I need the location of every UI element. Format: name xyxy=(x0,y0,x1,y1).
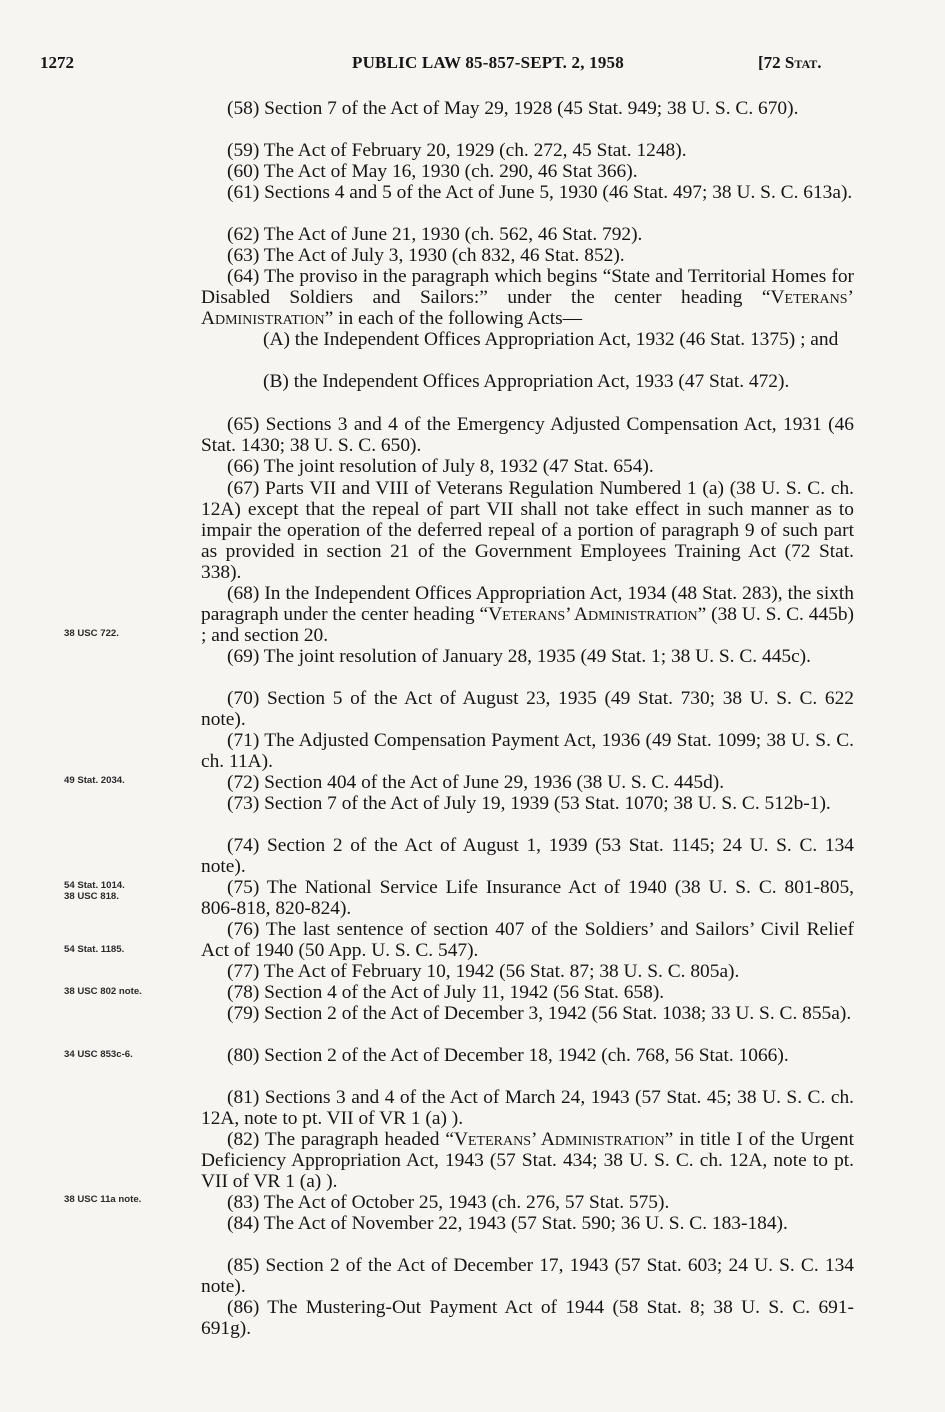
paragraph-64a: (A) the Independent Offices Appropriation Act, 1932 (46 Stat. 1375) ; and xyxy=(263,329,839,350)
paragraph-71: (71) The Adjusted Compensation Payment Act, 1936 (49 Stat. 1099; 38 U. S. C. ch. 11A). xyxy=(201,730,854,773)
paragraph-63: (63) The Act of July 3, 1930 (ch 832, 46 Stat. 852). xyxy=(227,245,625,266)
paragraph-64 xyxy=(201,266,854,329)
paragraph-68 xyxy=(201,583,854,646)
running-title: PUBLIC LAW 85-857-SEPT. 2, 1958 xyxy=(352,53,624,72)
paragraph-75: (75) The National Service Life Insurance Act of 1940 (38 U. S. C. 801-805, 806-818, 820-824). xyxy=(201,877,854,920)
paragraph-60: (60) The Act of May 16, 1930 (ch. 290, 46 Stat 366). xyxy=(227,161,638,182)
paragraph-64-text: (64) The proviso in the paragraph which begins “State and Territorial Homes for Disabled Soldiers and Sailors:” under the center heading “ xyxy=(201,266,854,309)
paragraph-82-text: (82) The paragraph headed “ xyxy=(227,1129,454,1150)
paragraph-65: (65) Sections 3 and 4 of the Emergency Adjusted Compensation Act, 1931 (46 Stat. 1430; 38 U. S. C. 650). xyxy=(201,414,854,457)
paragraph-80: (80) Section 2 of the Act of December 18, 1942 (ch. 768, 56 Stat. 1066). xyxy=(227,1045,789,1066)
margin-note: 38 USC 11a note. xyxy=(64,1194,142,1205)
paragraph-78: (78) Section 4 of the Act of July 11, 1942 (56 Stat. 658). xyxy=(227,982,665,1003)
paragraph-82-heading: Veterans’ Administration xyxy=(453,1129,665,1150)
paragraph-68-text-end: ” (38 U. S. C. 445b) ; and section 20. xyxy=(201,604,854,647)
paragraph-62: (62) The Act of June 21, 1930 (ch. 562, 46 Stat. 792). xyxy=(227,224,643,245)
paragraph-61: (61) Sections 4 and 5 of the Act of June 5, 1930 (46 Stat. 497; 38 U. S. C. 613a). xyxy=(227,182,853,203)
paragraph-68-heading: Veterans’ Administration xyxy=(488,604,698,626)
paragraph-64-text-end: ” in each of the following Acts— xyxy=(324,308,583,330)
margin-note: 38 USC 802 note. xyxy=(64,986,142,997)
paragraph-72: (72) Section 404 of the Act of June 29, 1936 (38 U. S. C. 445d). xyxy=(227,772,725,793)
statute-reference-abbrev: Stat. xyxy=(784,53,822,72)
paragraph-69: (69) The joint resolution of January 28, 1935 (49 Stat. 1; 38 U. S. C. 445c). xyxy=(227,646,811,667)
paragraph-81: (81) Sections 3 and 4 of the Act of March 24, 1943 (57 Stat. 45; 38 U. S. C. ch. 12A, note to pt. VII of VR 1 (a) ). xyxy=(201,1087,854,1130)
paragraph-64-heading: Veterans’ Administration xyxy=(201,287,854,330)
paragraph-77: (77) The Act of February 10, 1942 (56 Stat. 87; 38 U. S. C. 805a). xyxy=(227,961,740,982)
margin-note: 54 Stat. 1014. 38 USC 818. xyxy=(64,880,125,902)
paragraph-70: (70) Section 5 of the Act of August 23, 1935 (49 Stat. 730; 38 U. S. C. 622 note). xyxy=(201,688,854,731)
paragraph-85: (85) Section 2 of the Act of December 17, 1943 (57 Stat. 603; 24 U. S. C. 134 note). xyxy=(201,1255,854,1298)
paragraph-64b: (B) the Independent Offices Appropriation Act, 1933 (47 Stat. 472). xyxy=(263,371,790,392)
margin-note: 54 Stat. 1185. xyxy=(64,944,125,955)
paragraph-67: (67) Parts VII and VIII of Veterans Regulation Numbered 1 (a) (38 U. S. C. ch. 12A) except that the repeal of part VII shall not take effect in such manner as to impair the operation of the deferred repeal of a portion of paragraph 9 of such part as provided in section 21 of the Government Employees Training Act (72 Stat. 338). xyxy=(201,478,854,584)
paragraph-73: (73) Section 7 of the Act of July 19, 1939 (53 Stat. 1070; 38 U. S. C. 512b-1). xyxy=(227,793,831,814)
margin-note: 34 USC 853c-6. xyxy=(64,1049,133,1060)
paragraph-68-text: (68) In the Independent Offices Appropriation Act, 1934 (48 Stat. 283), the sixth paragraph under the center heading “ xyxy=(201,583,854,626)
paragraph-58: (58) Section 7 of the Act of May 29, 1928 (45 Stat. 949; 38 U. S. C. 670). xyxy=(227,98,799,119)
statute-reference-prefix: [72 xyxy=(758,53,785,72)
margin-note: 38 USC 722. xyxy=(64,628,119,639)
paragraph-66: (66) The joint resolution of July 8, 1932 (47 Stat. 654). xyxy=(227,456,654,477)
paragraph-76: (76) The last sentence of section 407 of the Soldiers’ and Sailors’ Civil Relief Act of 1940 (50 App. U. S. C. 547). xyxy=(201,919,854,962)
paragraph-82 xyxy=(201,1129,854,1192)
paragraph-86: (86) The Mustering-Out Payment Act of 1944 (58 Stat. 8; 38 U. S. C. 691-691g). xyxy=(201,1297,854,1340)
page-number: 1272 xyxy=(40,53,74,72)
paragraph-79: (79) Section 2 of the Act of December 3, 1942 (56 Stat. 1038; 33 U. S. C. 855a). xyxy=(227,1003,852,1024)
margin-note: 49 Stat. 2034. xyxy=(64,775,125,786)
paragraph-82-text-end: ” in title I of the Urgent Deficiency Appropriation Act, 1943 (57 Stat. 434; 38 U. S. C. ch. 12A, note to pt. VII of VR 1 (a) ). xyxy=(201,1129,854,1193)
statute-reference xyxy=(758,53,822,73)
paragraph-83: (83) The Act of October 25, 1943 (ch. 276, 57 Stat. 575). xyxy=(227,1192,670,1213)
paragraph-84: (84) The Act of November 22, 1943 (57 Stat. 590; 36 U. S. C. 183-184). xyxy=(227,1213,788,1234)
paragraph-74: (74) Section 2 of the Act of August 1, 1939 (53 Stat. 1145; 24 U. S. C. 134 note). xyxy=(201,835,854,878)
paragraph-59: (59) The Act of February 20, 1929 (ch. 272, 45 Stat. 1248). xyxy=(227,140,687,161)
